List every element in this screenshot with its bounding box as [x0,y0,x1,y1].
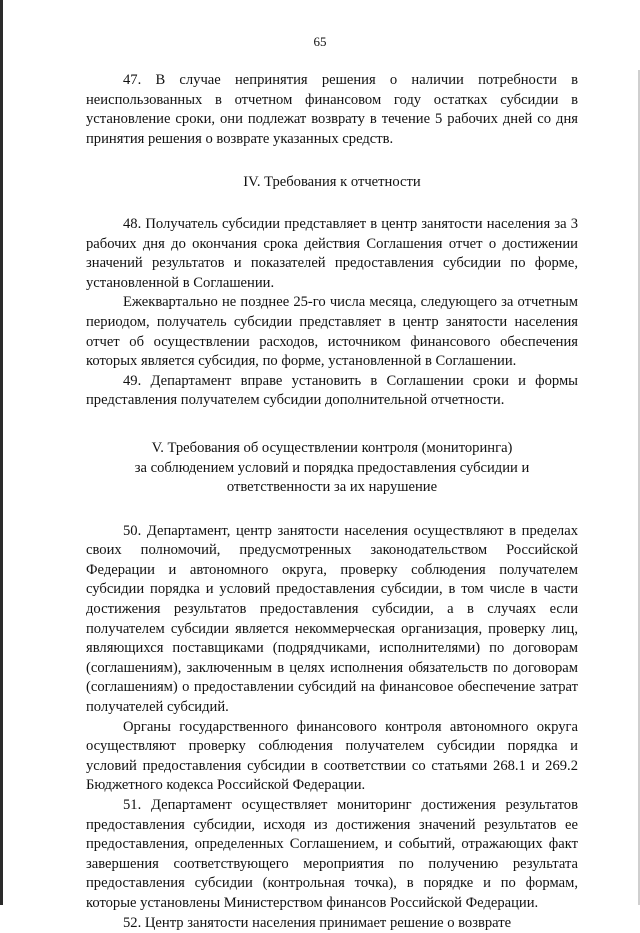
paragraph-52: 52. Центр занятости населения принимает решение о возврате [123,914,512,931]
paragraph-48: 48. Получатель субсидии представляет в центр занятости населения за 3 рабочих дня до окончания срока действия Соглашения отчет о достижении значений результатов и показателей предоставления субсидии по форме, установленной в Соглашении. [86,215,578,291]
section-heading-v-line-1: V. Требования об осуществлении контроля (мониторинга) [151,439,513,456]
paragraph-47: 47. В случае непринятия решения о наличии потребности в неиспользованных в отчетном финансовом году остатках субсидии в установление сроки, они подлежат возврату в течение 5 рабочих дней со дня принятия решения о возврате указанных средств. [86,72,578,147]
paragraph-51: 51. Департамент осуществляет мониторинг достижения результатов предоставления субсидии, исходя из достижения значений результатов ее предоставления, определенных Соглашением, и событий, отражающих факт завершения соответствующего мероприятия по получению результата предоставления субсидии (контрольная точка), в порядке и по формам, которые установлены Министерством финансов Российской Федерации. [86,797,578,911]
section-heading-v [86,439,578,498]
paragraph-48-quarterly: Ежеквартально не позднее 25-го числа месяца, следующего за отчетным периодом, получатель субсидии представляет в центр занятости населения отчет об осуществлении расходов, источником финансового обеспечения которых является субсидия, по форме, установленной в Соглашении. [86,294,578,370]
section-heading-iv: IV. Требования к отчетности [243,174,421,191]
scan-edge-left [0,0,3,905]
page-number: 65 [313,34,327,49]
document-body [86,71,578,933]
paragraph-50-control: Органы государственного финансового контроля автономного округа осуществляют проверку соблюдения получателем субсидии порядка и условий предоставления субсидии в соответствии со статьями 268.1 и 269.2 Бюджетного кодекса Российской Федерации. [86,718,578,794]
paragraph-49: 49. Департамент вправе установить в Соглашении сроки и формы представления получателем субсидии дополнительной отчетности. [86,372,578,409]
section-heading-v-line-3: ответственности за их нарушение [226,479,438,496]
section-heading-v-line-2: за соблюдением условий и порядка предоставления субсидии и [134,459,530,476]
paragraph-50: 50. Департамент, центр занятости населения осуществляют в пределах своих полномочий, предусмотренных законодательством Российской Федерации и автономного округа, проверку соблюдения получателем субсидии порядка и условий предоставления субсидии, в том числе в части достижения результатов предоставления субсидии, а в случаях если получателем субсидии является некоммерческая организация, проверку лиц, являющихся поставщиками (подрядчиками, исполнителями) по договорам (соглашениям), заключенным в целях исполнения обязательств по договорам (соглашениям) о предоставлении субсидий на финансовое обеспечение затрат получателей субсидий. [86,522,578,716]
